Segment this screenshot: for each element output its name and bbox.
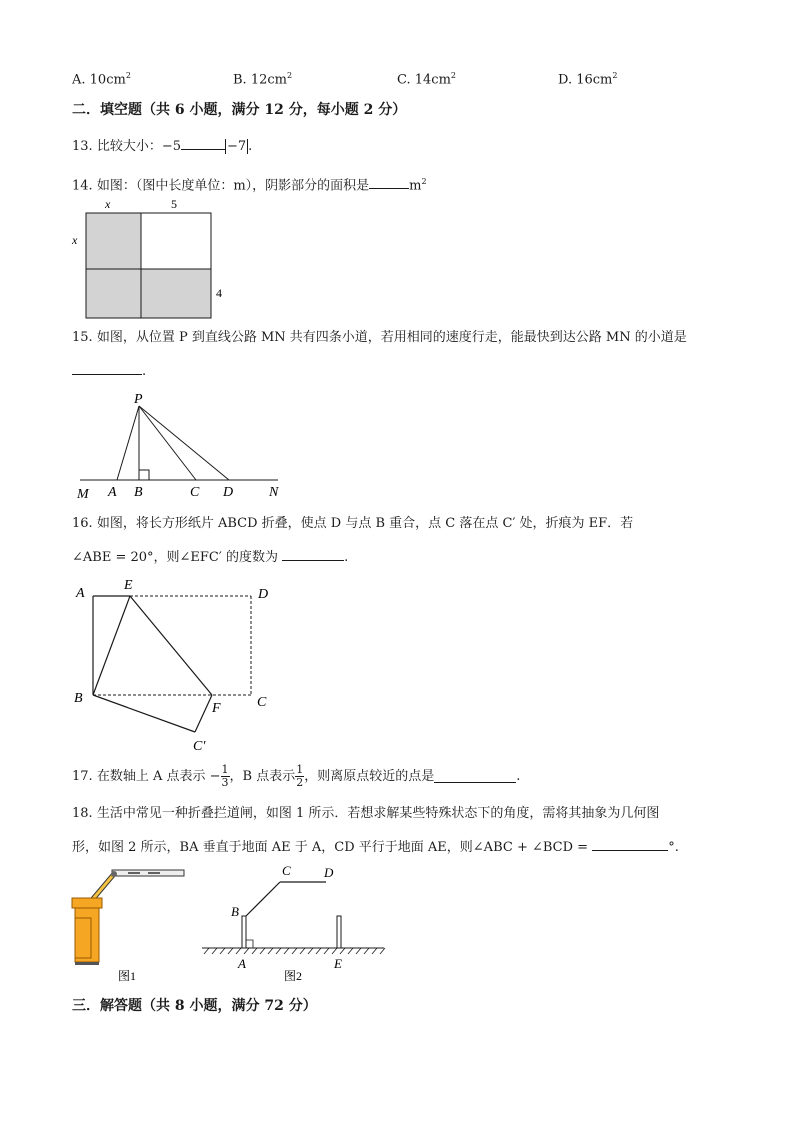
q14-figure [68,194,238,322]
question-15-answer: . [72,362,146,380]
shaded-rect-bottom-left [86,269,141,318]
fig1-caption: 图1 [118,969,137,983]
label-C: C [190,485,200,500]
label-M: M [77,487,89,502]
option-d: D. $16cm^2$ [558,71,618,88]
answer-blank[interactable] [72,362,142,375]
shaded-square-top-left [86,213,141,269]
question-17: 17. 在数轴上 A 点表示 − $\frac{1}{3}$ ，B 点表示 $\frac{1}{2}$ ，则离原点较近的点是 . [72,763,521,789]
label-B: B [134,485,143,500]
label-E: E [124,578,133,593]
label-A: A [238,956,246,971]
shaded-rect-bottom-right [141,269,211,318]
section-heading-solve: 三．解答题（共 8 小题，满分 72 分） [72,998,317,1014]
answer-blank[interactable] [282,548,344,561]
fraction-one-third: $\frac{1}{3}$ [221,763,229,789]
q16-figure [70,572,280,758]
answer-blank[interactable] [369,176,409,189]
question-15: 15. 如图，从位置 P 到直线公路 MN 共有四条小道，若用相同的速度行走，能最快到达公路 MN 的小道是 [72,330,687,345]
label-C: C [282,863,291,878]
label-B: B [231,904,239,919]
white-rect-top-right [141,213,211,269]
answer-blank[interactable] [434,770,516,783]
abs-value: −7 [227,139,247,154]
option-a: A. $10cm^2$ [72,71,131,88]
label-B: B [74,691,83,706]
label-D: D [223,485,234,500]
question-18-line1: 18. 生活中常见一种折叠拦道闸，如图 1 所示．若想求解某些特殊状态下的角度，需将其抽象为几何图 [72,806,660,821]
label-C: C [257,695,267,710]
fraction-one-half: $\frac{1}{2}$ [296,763,304,789]
label-x-top: x [105,197,111,211]
section-heading-fill-in: 二．填空题（共 6 小题，满分 12 分，每小题 2 分） [72,102,407,118]
label-x-left: x [72,233,78,247]
question-13: 13. 比较大小：−5 −7 . [72,139,253,154]
q18-figure-1 [68,858,192,986]
label-N: N [269,485,279,500]
label-4: 4 [216,286,222,300]
q15-figure [72,388,292,504]
option-c: C. $14cm^2$ [397,71,456,88]
question-16-line1: 16. 如图，将长方形纸片 ABCD 折叠，使点 D 与点 B 重合，点 C 落在点 C′ 处，折痕为 EF．若 [72,516,634,531]
option-b: B. $12cm^2$ [233,71,293,88]
fig2-caption: 图2 [284,969,303,983]
label-P: P [134,392,143,407]
label-A: A [108,485,117,500]
label-E: E [334,956,342,971]
q18-figure-2 [196,858,392,986]
label-D: D [258,587,269,602]
question-16-line2: ∠ABE = 20°，则∠EFC′ 的度数为 . [72,550,349,565]
question-18-line2: 形，如图 2 所示，BA 垂直于地面 AE 于 A，CD 平行于地面 AE，则∠ABC + ∠BCD = °. [72,840,679,855]
answer-blank[interactable] [181,137,225,150]
question-14: 14. 如图：（图中长度单位：m），阴影部分的面积是 $m^2$ [72,177,427,194]
label-5: 5 [171,197,177,211]
label-F: F [212,701,221,716]
label-A: A [76,586,85,601]
label-D: D [324,865,334,880]
label-C-prime: C′ [193,739,206,754]
answer-blank[interactable] [592,838,668,851]
